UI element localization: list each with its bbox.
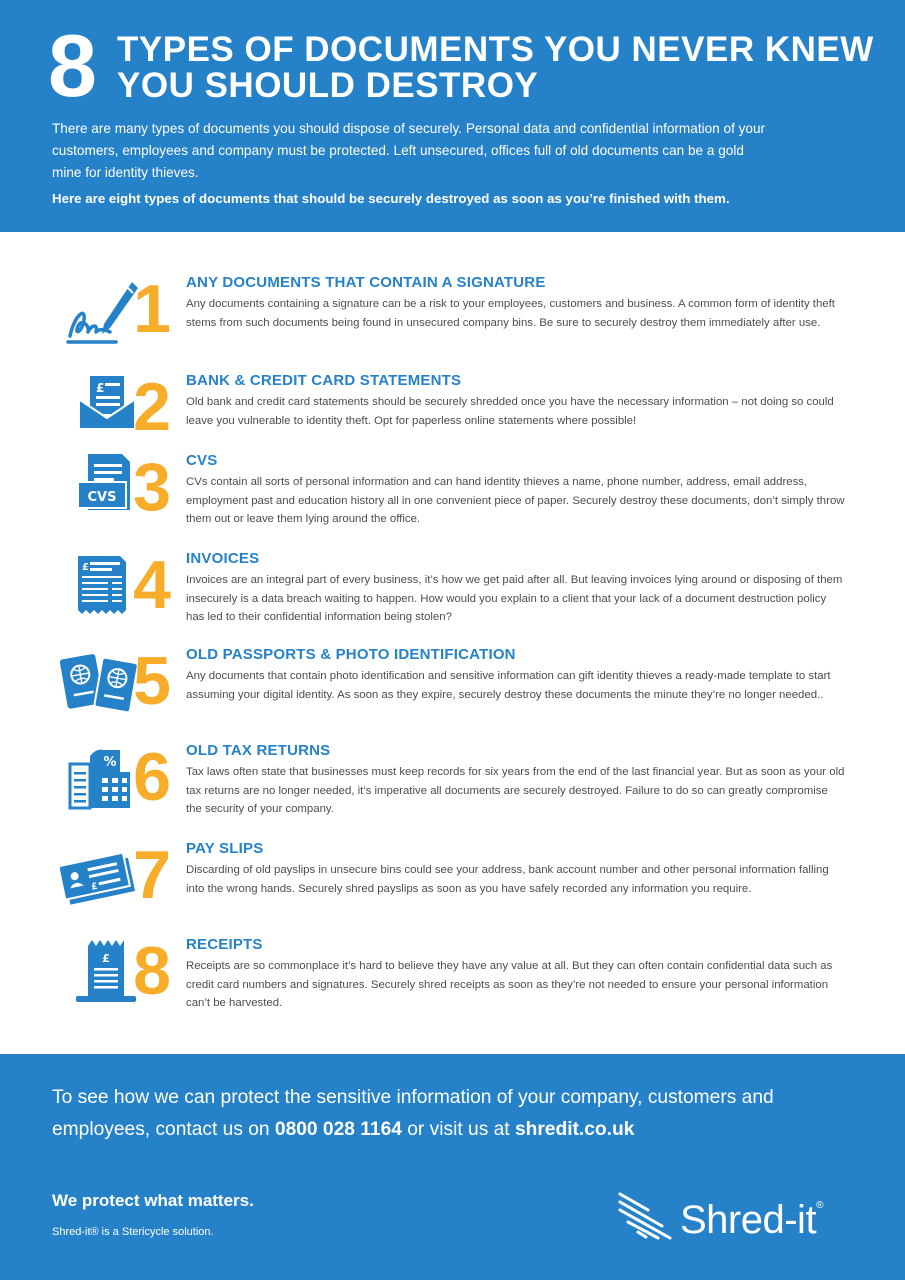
intro-text: There are many types of documents you should dispose of securely. Personal data and confidential information of your customers, employees and company must be protected. Left unsecured, offices full of old documents can be a gold mine for identity thieves.	[52, 121, 766, 180]
shred-it-logo	[618, 1186, 868, 1246]
call-to-action	[52, 1082, 852, 1146]
item-description: Discarding of old payslips in unsecure bins could see your address, bank account number and other personal information falling into the wrong hands. Securely shred payslips as soon as you have safely recorded any information you require.	[186, 864, 829, 895]
list-item-receipts	[0, 933, 905, 1036]
item-title: ANY DOCUMENTS THAT CONTAIN A SIGNATURE	[186, 274, 546, 291]
item-description: Invoices are an integral part of every business, it’s how we get paid after all. But leaving invoices lying around or disposing of them insecurely is a data breach waiting to happen. How would you explain to a client that your lack of a document destruction policy has led to their confidential information being stolen?	[186, 574, 843, 624]
header-banner	[0, 0, 905, 232]
item-number: 7	[133, 837, 171, 913]
document-list	[0, 232, 905, 1054]
item-description: Receipts are so commonplace it’s hard to believe they have any value at all. But they can often contain confidential data such as credit card numbers and signatures. Securely shred receipts as soon as they’re not needed to ensure your personal information can’t be harvested.	[186, 960, 833, 1010]
item-title: RECEIPTS	[186, 936, 263, 953]
list-item-signature	[0, 271, 905, 374]
list-item-passports	[0, 643, 905, 746]
svg-text:£: £	[82, 562, 89, 573]
list-item-tax-returns	[0, 739, 905, 842]
item-description: Tax laws often state that businesses must keep records for six years from the end of the last financial year. But as soon as your old tax returns are no longer needed, it’s imperative all documents are securely destroyed. Failure to do so can greatly compromise the security of your company.	[186, 766, 845, 816]
cta-text: or visit us at	[401, 1119, 515, 1140]
footer-banner	[0, 1054, 905, 1280]
item-title: INVOICES	[186, 550, 260, 567]
header-number: 8	[48, 16, 95, 115]
item-number: 3	[133, 449, 171, 525]
svg-text:%: %	[103, 755, 117, 770]
item-title: CVS	[186, 452, 218, 469]
item-number: 8	[133, 933, 171, 1009]
item-description: CVs contain all sorts of personal information and can hand identity thieves a name, phone number, address, email address, employment past and education history all in one convenient piece of paper. Securely destroy these documents, don’t simply throw them out or leave them lying around the office.	[186, 476, 845, 526]
stericycle-note: Shred-it® is a Stericycle solution.	[52, 1226, 214, 1238]
logo-text: Shred-it®	[680, 1198, 823, 1242]
list-item-cvs	[0, 449, 905, 552]
tagline: We protect what matters.	[52, 1191, 254, 1210]
list-item-pay-slips	[0, 837, 905, 940]
item-title: OLD PASSPORTS & PHOTO IDENTIFICATION	[186, 646, 516, 663]
shred-it-logo-icon	[618, 1190, 678, 1240]
item-description: Any documents containing a signature can be a risk to your employees, customers and business. A common form of identity theft stems from such documents being found in unsecured company bins. Be sure to securely destroy them immediately after use.	[186, 298, 835, 329]
item-number: 6	[133, 739, 171, 815]
item-number: 5	[133, 643, 171, 719]
item-title: OLD TAX RETURNS	[186, 742, 331, 759]
item-description: Old bank and credit card statements should be securely shredded once you have the necessary information – not doing so could leave you vulnerable to identity theft. Opt for paperless online statements where possible!	[186, 396, 834, 427]
item-description: Any documents that contain photo identification and sensitive information can gift identity thieves a ready-made template to start assuming your digital identity. As soon as they expire, securely destroy these documents the minute they’re no longer needed..	[186, 670, 831, 701]
svg-text:£: £	[90, 881, 99, 893]
intro-bold-text: Here are eight types of documents that should be securely destroyed as soon as you’re finished with them.	[52, 191, 730, 206]
item-number: 4	[133, 547, 171, 623]
svg-text:CVS: CVS	[87, 490, 117, 505]
cta-text: To see how we can protect the sensitive information of your company, customers and employees, contact us on	[52, 1087, 774, 1140]
list-item-invoices	[0, 547, 905, 650]
website-link[interactable]: shredit.co.uk	[514, 1119, 635, 1140]
svg-text:£: £	[96, 381, 105, 395]
item-title: PAY SLIPS	[186, 840, 264, 857]
phone-number[interactable]: 0800 028 1164	[274, 1119, 402, 1140]
page-title: TYPES OF DOCUMENTS YOU NEVER KNEW YOU SHOULD DESTROY	[117, 30, 874, 105]
svg-text:£: £	[102, 952, 110, 965]
item-title: BANK & CREDIT CARD STATEMENTS	[186, 372, 462, 389]
item-number: 2	[133, 369, 171, 445]
item-number: 1	[133, 271, 171, 347]
